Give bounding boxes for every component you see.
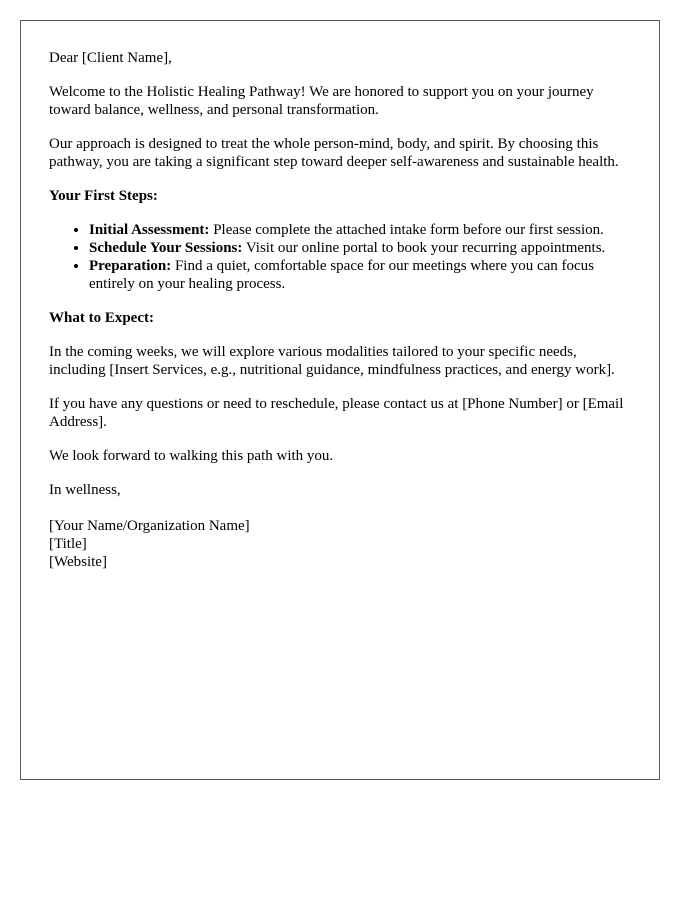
list-item	[89, 221, 631, 239]
expect-paragraph: In the coming weeks, we will explore various modalities tailored to your specific needs, including [Insert Services, e.g., nutritional guidance, mindfulness practices, and energy work].	[49, 344, 615, 378]
contact-paragraph: If you have any questions or need to reschedule, please contact us at [Phone Number] or [Email Address].	[49, 396, 624, 430]
approach-paragraph: Our approach is designed to treat the whole person-mind, body, and spirit. By choosing this pathway, you are taking a significant step toward deeper self-awareness and sustainable health.	[49, 136, 619, 170]
signature-website: [Website]	[49, 554, 107, 570]
step-title: Preparation:	[89, 258, 172, 274]
first-steps-heading: Your First Steps:	[49, 188, 158, 204]
step-text: Visit our online portal to book your recurring appointments.	[242, 240, 606, 256]
sign-off: In wellness,	[49, 482, 121, 498]
welcome-paragraph: Welcome to the Holistic Healing Pathway! We are honored to support you on your journey toward balance, wellness, and personal transformation.	[49, 84, 594, 118]
list-item	[89, 257, 631, 293]
letter-document	[20, 20, 660, 780]
signature-title: [Title]	[49, 536, 87, 552]
first-steps-list	[49, 221, 631, 293]
signature-block	[49, 517, 631, 571]
step-title: Schedule Your Sessions:	[89, 240, 243, 256]
step-text: Find a quiet, comfortable space for our meetings where you can focus entirely on your healing process.	[89, 258, 594, 292]
closing-line: We look forward to walking this path with you.	[49, 448, 334, 464]
greeting: Dear [Client Name],	[49, 50, 172, 66]
step-title: Initial Assessment:	[89, 222, 210, 238]
step-text: Please complete the attached intake form before our first session.	[209, 222, 604, 238]
list-item	[89, 239, 631, 257]
signature-name: [Your Name/Organization Name]	[49, 518, 250, 534]
what-to-expect-heading: What to Expect:	[49, 310, 154, 326]
